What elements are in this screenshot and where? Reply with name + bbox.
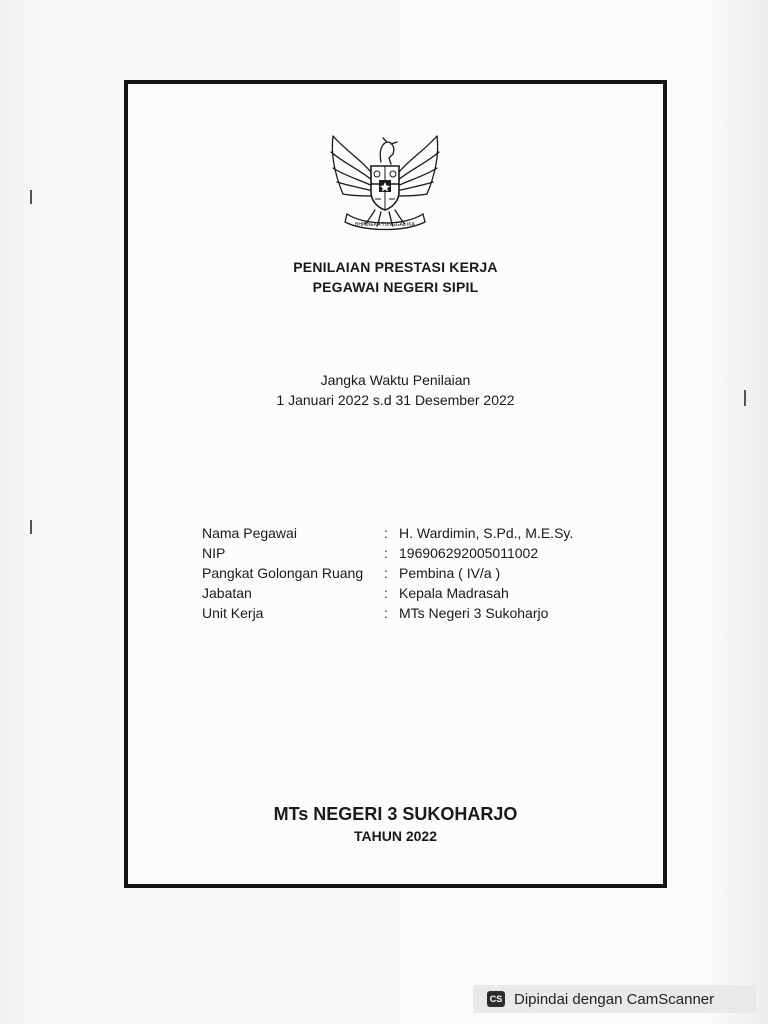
document-title-line-1: PENILAIAN PRESTASI KERJA	[293, 259, 498, 275]
employee-info-row	[202, 563, 573, 583]
employee-info-row	[202, 583, 573, 603]
field-separator: :	[384, 545, 388, 561]
field-value: Pembina ( IV/a )	[399, 565, 501, 581]
field-value: H. Wardimin, S.Pd., M.E.Sy.	[399, 525, 574, 541]
employee-info-table	[202, 523, 573, 623]
field-value: Kepala Madrasah	[399, 585, 509, 601]
field-label: Jabatan	[202, 585, 252, 601]
field-separator: :	[384, 605, 388, 621]
field-separator: :	[384, 585, 388, 601]
scan-edge-mark	[30, 520, 32, 534]
employee-info-row	[202, 603, 573, 623]
scan-edge-mark	[744, 390, 746, 406]
field-label: Nama Pegawai	[202, 525, 297, 541]
camscanner-watermark	[473, 985, 756, 1013]
employee-info-row	[202, 523, 573, 543]
field-label: NIP	[202, 545, 226, 561]
field-separator: :	[384, 565, 388, 581]
field-value: MTs Negeri 3 Sukoharjo	[399, 605, 549, 621]
document-border-frame	[124, 80, 667, 888]
assessment-period-label: Jangka Waktu Penilaian	[320, 372, 471, 388]
camscanner-logo-icon: CS	[487, 991, 505, 1007]
field-separator: :	[384, 525, 388, 541]
school-name: MTs NEGERI 3 SUKOHARJO	[273, 804, 518, 824]
scan-edge-mark	[30, 190, 32, 204]
document-year: TAHUN 2022	[354, 828, 437, 844]
field-label: Unit Kerja	[202, 605, 264, 621]
garuda-pancasila-emblem-icon	[325, 122, 445, 232]
assessment-period-range: 1 Januari 2022 s.d 31 Desember 2022	[276, 392, 515, 408]
camscanner-watermark-text: Dipindai dengan CamScanner	[514, 990, 715, 1008]
document-title-line-2: PEGAWAI NEGERI SIPIL	[312, 279, 479, 295]
emblem-motto: BHINNEKA TUNGGAL IKA	[354, 222, 416, 228]
employee-info-row	[202, 543, 573, 563]
field-value: 196906292005011002	[399, 545, 539, 561]
field-label: Pangkat Golongan Ruang	[202, 565, 364, 581]
